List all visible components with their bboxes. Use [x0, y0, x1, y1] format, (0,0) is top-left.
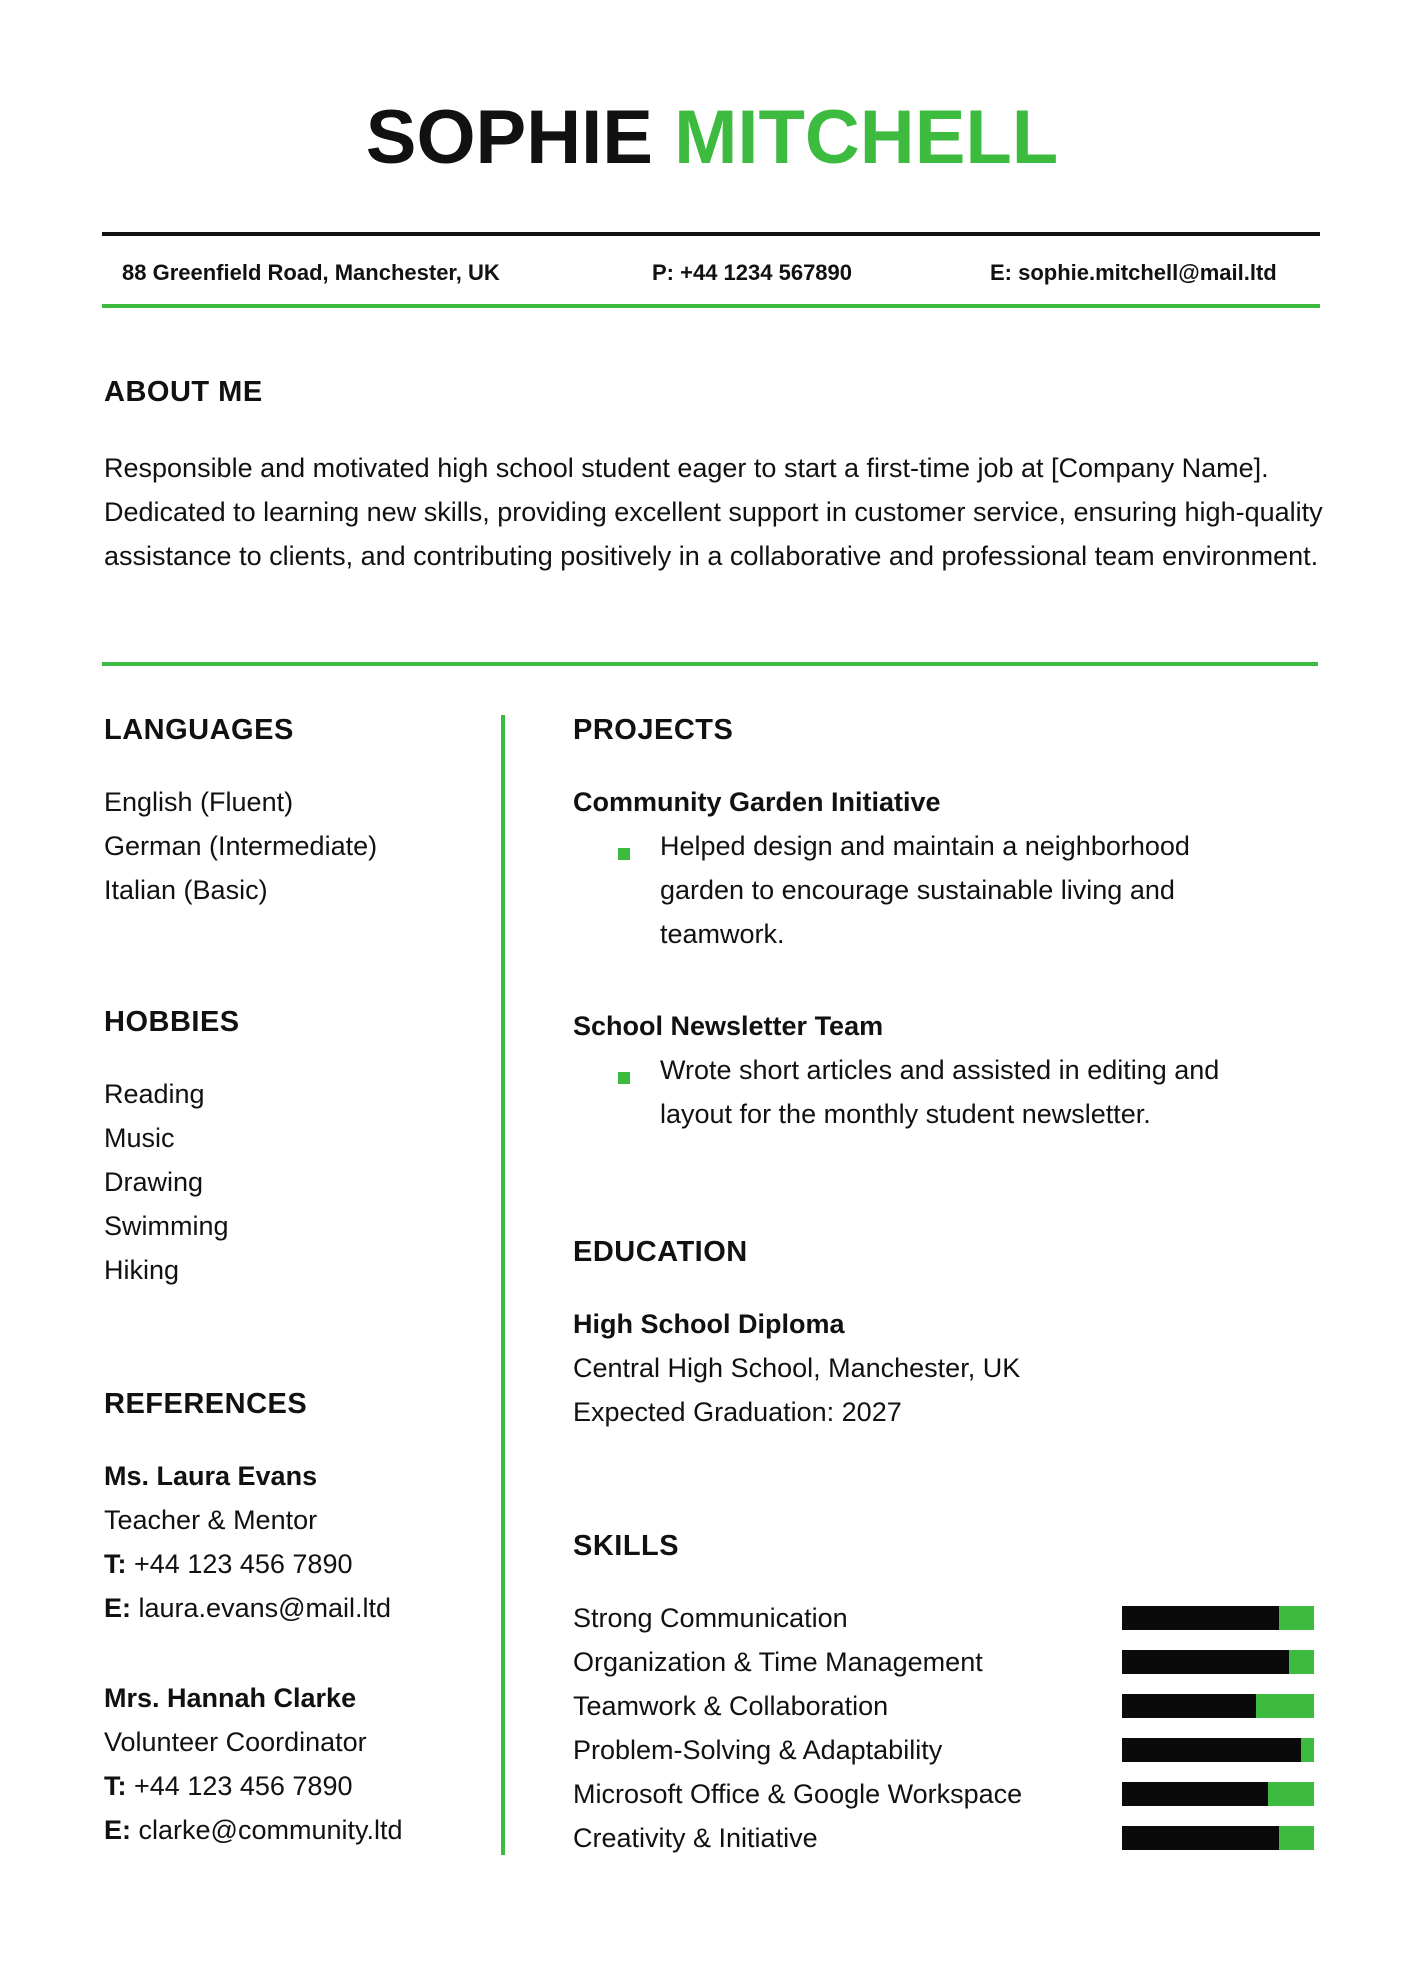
education-graduation: Expected Graduation: 2027: [573, 1397, 902, 1427]
contact-address: 88 Greenfield Road, Manchester, UK: [122, 260, 500, 285]
hobby-item: Drawing: [104, 1167, 204, 1197]
skill-level-bar: [1122, 1782, 1314, 1806]
hobby-item: Hiking: [104, 1255, 180, 1285]
reference-name: Mrs. Hannah Clarke: [104, 1683, 357, 1713]
about-heading: ABOUT ME: [104, 376, 263, 408]
bullet-icon: [618, 848, 630, 860]
contact-bottom-rule: [102, 304, 1320, 308]
first-name: SOPHIE: [365, 95, 653, 180]
reference-name: Ms. Laura Evans: [104, 1461, 318, 1491]
language-item: German (Intermediate): [104, 831, 378, 861]
references-heading: REFERENCES: [104, 1388, 308, 1420]
reference-role: Volunteer Coordinator: [104, 1727, 367, 1757]
skill-level-bar: [1122, 1826, 1314, 1850]
email-value[interactable]: clarke@community.ltd: [138, 1815, 403, 1845]
skill-level-bar: [1122, 1606, 1314, 1630]
languages-heading: LANGUAGES: [104, 714, 294, 746]
bullet-icon: [618, 1072, 630, 1084]
reference-email: [104, 1586, 391, 1630]
reference-role: Teacher & Mentor: [104, 1505, 318, 1535]
skill-level-fill: [1122, 1738, 1301, 1762]
project-title: Community Garden Initiative: [573, 787, 941, 817]
skill-name: Creativity & Initiative: [573, 1823, 818, 1853]
reference-email: [104, 1808, 403, 1852]
education-degree: High School Diploma: [573, 1309, 845, 1339]
skill-level-fill: [1122, 1606, 1279, 1630]
last-name: MITCHELL: [674, 95, 1059, 180]
column-divider: [501, 715, 505, 1855]
skill-level-fill: [1122, 1694, 1256, 1718]
project-desc-line: garden to encourage sustainable living and: [660, 875, 1175, 905]
phone-value: +44 123 456 7890: [134, 1549, 353, 1579]
skill-level-fill: [1122, 1650, 1289, 1674]
skills-heading: SKILLS: [573, 1530, 680, 1562]
language-item: Italian (Basic): [104, 875, 268, 905]
education-heading: EDUCATION: [573, 1236, 748, 1268]
skill-level-bar: [1122, 1738, 1314, 1762]
hobby-item: Music: [104, 1123, 175, 1153]
phone-value: +44 123 456 7890: [134, 1771, 353, 1801]
email-value[interactable]: laura.evans@mail.ltd: [138, 1593, 392, 1623]
project-desc-line: teamwork.: [660, 919, 785, 949]
language-item: English (Fluent): [104, 787, 294, 817]
skill-level-bar: [1122, 1650, 1314, 1674]
skill-name: Teamwork & Collaboration: [573, 1691, 889, 1721]
skill-name: Strong Communication: [573, 1603, 848, 1633]
contact-phone: P: +44 1234 567890: [652, 260, 853, 285]
education-school: Central High School, Manchester, UK: [573, 1353, 1021, 1383]
email-label: E:: [104, 1593, 131, 1623]
projects-heading: PROJECTS: [573, 714, 734, 746]
about-divider: [102, 662, 1318, 666]
reference-phone: [104, 1764, 352, 1808]
project-desc-line: layout for the monthly student newsletter.: [660, 1099, 1151, 1129]
skill-level-bar: [1122, 1694, 1314, 1718]
skill-level-fill: [1122, 1782, 1268, 1806]
project-desc-line: Wrote short articles and assisted in editing and: [660, 1055, 1220, 1085]
skill-name: Microsoft Office & Google Workspace: [573, 1779, 1023, 1809]
email-label: E:: [104, 1815, 131, 1845]
contact-email[interactable]: E: sophie.mitchell@mail.ltd: [990, 260, 1277, 285]
candidate-name: [0, 95, 1424, 180]
hobby-item: Reading: [104, 1079, 205, 1109]
phone-label: T:: [104, 1771, 127, 1801]
reference-phone: [104, 1542, 352, 1586]
hobbies-heading: HOBBIES: [104, 1006, 240, 1038]
skill-name: Problem-Solving & Adaptability: [573, 1735, 943, 1765]
phone-label: T:: [104, 1549, 127, 1579]
about-text: Responsible and motivated high school student eager to start a first-time job at [Company Name]. Dedicated to learning new skills, providing excellent support in customer service, ensuring high-quality assistance to clients, and contributing positively in a collaborative and professional team environment.: [104, 453, 1323, 571]
project-title: School Newsletter Team: [573, 1011, 884, 1041]
hobby-item: Swimming: [104, 1211, 229, 1241]
skill-level-fill: [1122, 1826, 1279, 1850]
contact-top-rule: [102, 232, 1320, 236]
skill-name: Organization & Time Management: [573, 1647, 983, 1677]
project-desc-line: Helped design and maintain a neighborhood: [660, 831, 1190, 861]
